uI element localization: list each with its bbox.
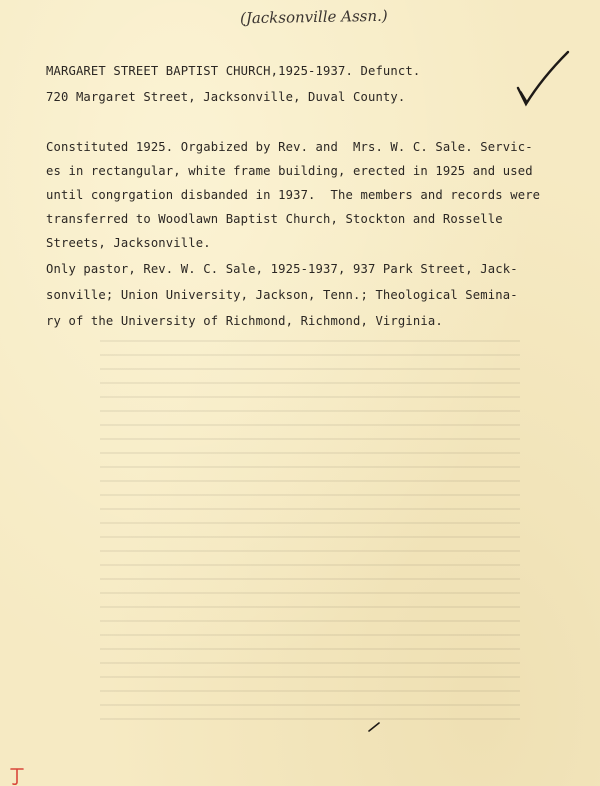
body-line: ry of the University of Richmond, Richmond, Virginia. [46, 314, 443, 328]
body-line: sonville; Union University, Jackson, Tenn.; Theological Semina- [46, 288, 518, 302]
pencil-tick-icon [368, 722, 380, 732]
body-line: transferred to Woodlawn Baptist Church, Stockton and Rosselle [46, 212, 503, 226]
handwritten-annotation: (Jacksonville Assn.) [239, 6, 388, 28]
document-title: MARGARET STREET BAPTIST CHURCH,1925-1937. Defunct. [46, 64, 421, 78]
body-line: Streets, Jacksonville. [46, 236, 211, 250]
body-line: until congrgation disbanded in 1937. The members and records were [46, 188, 541, 202]
checkmark-icon [512, 48, 572, 110]
body-line: Only pastor, Rev. W. C. Sale, 1925-1937, 937 Park Street, Jack- [46, 262, 518, 276]
bleed-through-text [100, 340, 520, 720]
body-line: Constituted 1925. Orgabized by Rev. and Mrs. W. C. Sale. Servic- [46, 140, 533, 154]
body-line: es in rectangular, white frame building, erected in 1925 and used [46, 164, 533, 178]
red-corner-mark-icon [8, 766, 26, 786]
church-address: 720 Margaret Street, Jacksonville, Duval County. [46, 90, 406, 104]
